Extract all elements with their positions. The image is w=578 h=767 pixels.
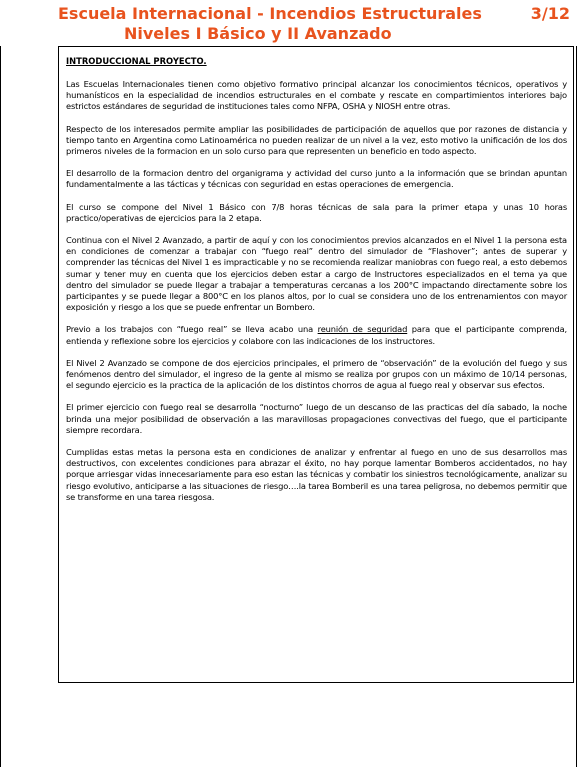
paragraph-1: Las Escuelas Internacionales tienen como objetivo formativo principal alcanzar los conocimientos técnicos, operativos y humanísticos en la especialidad de incendios estructurales en el combate y rescate en compartimientos interiores bajo estrictos estándares de seguridad de instituciones tales como NFPA, OSHA y NIOSH entre otras. [66, 79, 567, 112]
paragraph-8: El primer ejercicio con fuego real se desarrolla “nocturno” luego de un descanso de las practicas del día sabado, la noche brinda una mejor posibilidad de observación a las maravillosas propagaciones convectivas del fuego, que el participante siempre recordara. [66, 402, 567, 435]
document-title [58, 4, 498, 44]
paragraph-6-start: Previo a los trabajos con “fuego real” se lleva acabo una [66, 324, 318, 335]
paragraph-7: El Nivel 2 Avanzado se compone de dos ejercicios principales, el primero de “observación” de la evolución del fuego y sus fenómenos dentro del simulador, el ingreso de la gente al mismo se realiza por grupos con un máximo de 10/14 personas, el segundo ejercicio es la practica de la aplicación de los distintos chorros de agua al fuego real y observar sus efectos. [66, 357, 567, 391]
content-frame [58, 46, 574, 683]
paragraph-6 [66, 324, 567, 346]
page-left-border [0, 46, 1, 767]
paragraph-2: Respecto de los interesados permite ampliar las posibilidades de participación de aquellos que por razones de distancia y tiempo tanto en Argentina como Latinoamérica no pueden realizar de un nivel a la vez, esto motivo la unificación de los dos primeros niveles de la formacion en un solo curso para que representen un beneficio en todo aspecto. [66, 123, 567, 157]
safety-meeting-term: reunión de seguridad [317, 324, 408, 335]
paragraph-3: El desarrollo de la formacion dentro del organigrama y actividad del curso junto a la información que se brindan apuntan fundamentalmente a las tácticas y técnicas con seguridad en estas operaciones de emergencia. [66, 168, 567, 190]
page-right-border [576, 46, 577, 767]
paragraph-9: Cumplidas estas metas la persona esta en condiciones de analizar y enfrentar al fuego en uno de sus desarrollos mas destructivos, con excelentes condiciones para abrazar el éxito, no hay porque lamentar Bomberos accidentados, no hay porque arriesgar vidas innecesariamente para eso estan las técnicas y combatir los siniestros tecnológicamente, analizar su riesgo evolutivo, anticiparse a las situaciones de riesgo….la tarea Bomberil es una tarea peligrosa, no debemos permitir que se transforme en una tarea riesgosa. [66, 447, 567, 502]
paragraph-5: Continua con el Nivel 2 Avanzado, a partir de aquí y con los conocimientos previos alcanzados en el Nivel 1 la persona esta en condiciones de comenzar a trabajar con “fuego real” dentro del simulador de “Flashover”; antes de superar y comprender las técnicas del Nivel 1 es impracticable y no se recomienda realizar maniobras con fuego real, a esto debemos sumar y tener muy en cuenta que los ejercicios deben estar a cargo de Instructores especializados en el tema ya que dentro del simulador se puede llegar a trabajar a temperaturas cercanas a los 200°C impactando directamente sobre los participantes y se puede llegar a 800°C en los planos altos, por lo cual se considera uno de los entrenamientos con mayor exposición y riesgo a los que se puede enfrentar un Bombero. [66, 235, 567, 313]
title-line-1: Escuela Internacional - Incendios Estructurales [58, 4, 482, 23]
paragraph-4: El curso se compone del Nivel 1 Básico con 7/8 horas técnicas de sala para la primer etapa y unas 10 horas practico/operativas de ejercicios para la 2 etapa. [66, 201, 567, 223]
section-heading: INTRODUCCIONAL PROYECTO. [66, 56, 207, 66]
paragraph-6-end: para que el participante comprenda, entienda y reflexione sobre los ejercicios y colabore con las indicaciones de los instructores. [66, 324, 568, 346]
title-line-2: Niveles I Básico y II Avanzado [124, 24, 392, 43]
page-number: 3/12 [530, 4, 570, 23]
